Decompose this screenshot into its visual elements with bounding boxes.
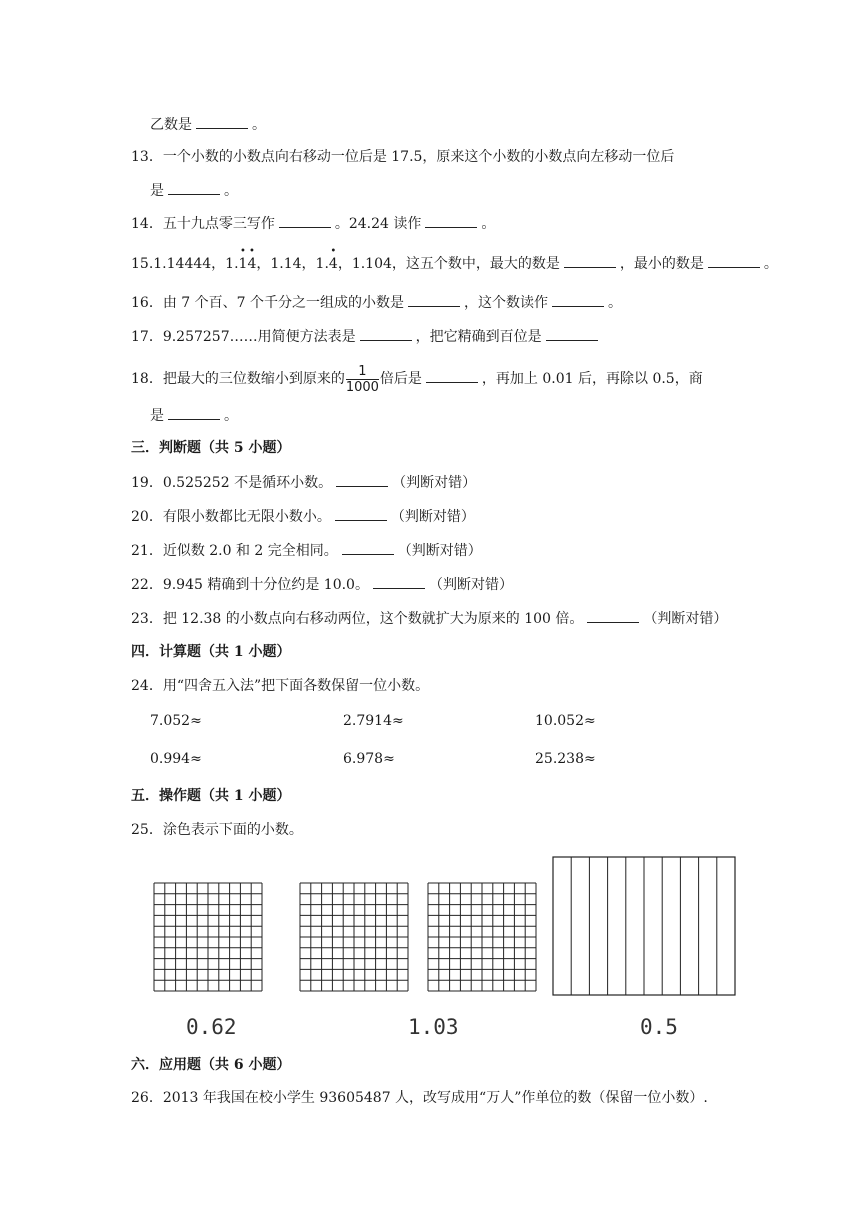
q12-text: 乙数是	[150, 117, 192, 133]
answer-blank[interactable]	[408, 292, 460, 307]
q18-text-c: ，再加上 0.01 后，再除以 0.5，商	[481, 371, 703, 387]
section-5-heading: 五．操作题（共 1 小题）	[131, 788, 291, 804]
q25-text: 25．涂色表示下面的小数。	[131, 822, 303, 838]
q14: 14．五十九点零三写作 。24.24 读作 。	[131, 213, 495, 234]
section-6-heading: 六．应用题（共 6 小题）	[131, 1057, 291, 1073]
q18-line1	[131, 362, 703, 396]
q15-num2-prefix: 1.	[225, 256, 239, 272]
hundred-grid-2[interactable]	[299, 882, 409, 992]
q16-text-b: ，这个数读作	[463, 295, 548, 311]
q24-text: 24．用“四舍五入法”把下面各数保留一位小数。	[131, 678, 430, 694]
judge-hint: （判断对错）	[392, 475, 477, 491]
repeating-digit: • 4	[247, 246, 257, 272]
q23-text: 23．把 12.38 的小数点向右移动两位，这个数就扩大为原来的 100 倍。	[131, 611, 584, 627]
answer-blank[interactable]	[708, 253, 760, 268]
answer-blank[interactable]	[552, 292, 604, 307]
calc-item: 6.978≈	[343, 751, 395, 767]
fraction-numerator: 1	[346, 364, 379, 380]
judge-hint: （判断对错）	[428, 577, 513, 593]
answer-blank[interactable]	[335, 506, 387, 521]
answer-blank[interactable]	[360, 326, 412, 341]
answer-blank[interactable]	[564, 253, 616, 268]
q22-text: 22．9.945 精确到十分位约是 10.0。	[131, 577, 369, 593]
answer-blank[interactable]	[168, 180, 220, 195]
hundred-grid-3[interactable]	[427, 882, 537, 992]
q16: 16．由 7 个百、7 个千分之一组成的小数是 ，这个数读作 。	[131, 292, 622, 313]
q19	[131, 472, 476, 493]
caption-1-03: 1.03	[408, 1015, 459, 1039]
calc-item: 7.052≈	[150, 713, 202, 729]
tenths-grid[interactable]	[552, 856, 736, 996]
answer-blank[interactable]	[587, 608, 639, 623]
section-3-heading: 三．判断题（共 5 小题）	[131, 440, 291, 456]
answer-blank[interactable]	[342, 540, 394, 555]
q17	[131, 326, 602, 347]
q22	[131, 574, 513, 595]
q16-text-a: 16．由 7 个百、7 个千分之一组成的小数是	[131, 295, 404, 311]
q15-num5: ，1.104，这五个数中，最大的数是	[337, 256, 560, 272]
caption-0-62: 0.62	[186, 1015, 237, 1039]
q12-tail: 乙数是 。	[150, 114, 266, 135]
caption-0-5: 0.5	[640, 1015, 678, 1039]
digit: 4	[247, 256, 257, 272]
repeating-digit: • 4	[328, 246, 338, 272]
fraction-denominator: 1000	[345, 379, 379, 395]
hundred-grid-1[interactable]	[153, 882, 263, 992]
q20-text: 20．有限小数都比无限小数小。	[131, 509, 331, 525]
digit: 1	[238, 256, 248, 272]
digit: 4	[328, 256, 338, 272]
q15-tail: ，最小的数是	[619, 256, 704, 272]
answer-blank[interactable]	[196, 114, 248, 129]
q15-num1: 1.14444，	[153, 256, 226, 272]
q14-text-a: 14．五十九点零三写作	[131, 216, 275, 232]
q23	[131, 608, 727, 629]
q17-text-b: ，把它精确到百位是	[415, 329, 542, 345]
q21	[131, 540, 482, 561]
calc-item: 0.994≈	[150, 751, 202, 767]
q15: 15.1.14444，1. • 1 • 4，1.14，1. • 4，1.104，这五个数中，最大的数是 ，最小的数是 。	[131, 246, 778, 272]
q17-text-a: 17．9.257257……用简便方法表是	[131, 329, 356, 345]
q21-text: 21．近似数 2.0 和 2 完全相同。	[131, 543, 338, 559]
answer-blank[interactable]	[373, 574, 425, 589]
fraction	[346, 364, 379, 395]
q13-text-b: 是	[150, 183, 164, 199]
answer-blank[interactable]	[546, 326, 598, 341]
calc-item: 10.052≈	[535, 713, 596, 729]
repeating-digit: • 1	[238, 246, 248, 272]
q18-text-a: 18．把最大的三位数缩小到原来的	[131, 371, 345, 387]
judge-hint: （判断对错）	[397, 543, 482, 559]
answer-blank[interactable]	[425, 213, 477, 228]
q20	[131, 506, 475, 527]
q14-text-b: 。24.24 读作	[334, 216, 422, 232]
answer-blank[interactable]	[168, 405, 220, 420]
answer-blank[interactable]	[279, 213, 331, 228]
q18-text-b: 倍后是	[379, 371, 422, 387]
q18-line2: 是 。	[150, 405, 238, 426]
calc-item: 25.238≈	[535, 751, 596, 767]
answer-blank[interactable]	[336, 472, 388, 487]
calc-item: 2.7914≈	[343, 713, 404, 729]
judge-hint: （判断对错）	[643, 611, 728, 627]
q15-number: 15.	[131, 256, 154, 272]
q13-line2: 是 。	[150, 180, 238, 201]
q19-text: 19．0.525252 不是循环小数。	[131, 475, 333, 491]
section-4-heading: 四．计算题（共 1 小题）	[131, 644, 291, 660]
q18-text-d: 是	[150, 408, 164, 424]
q13-line1: 13．一个小数的小数点向右移动一位后是 17.5，原来这个小数的小数点向左移动一位后	[131, 149, 675, 165]
q26-text: 26．2013 年我国在校小学生 93605487 人，改写成用“万人”作单位的数（保留一位小数）.	[131, 1090, 708, 1106]
judge-hint: （判断对错）	[390, 509, 475, 525]
q15-num3: ，1.14，	[256, 256, 316, 272]
answer-blank[interactable]	[426, 368, 478, 383]
q15-num4-prefix: 1.	[315, 256, 329, 272]
